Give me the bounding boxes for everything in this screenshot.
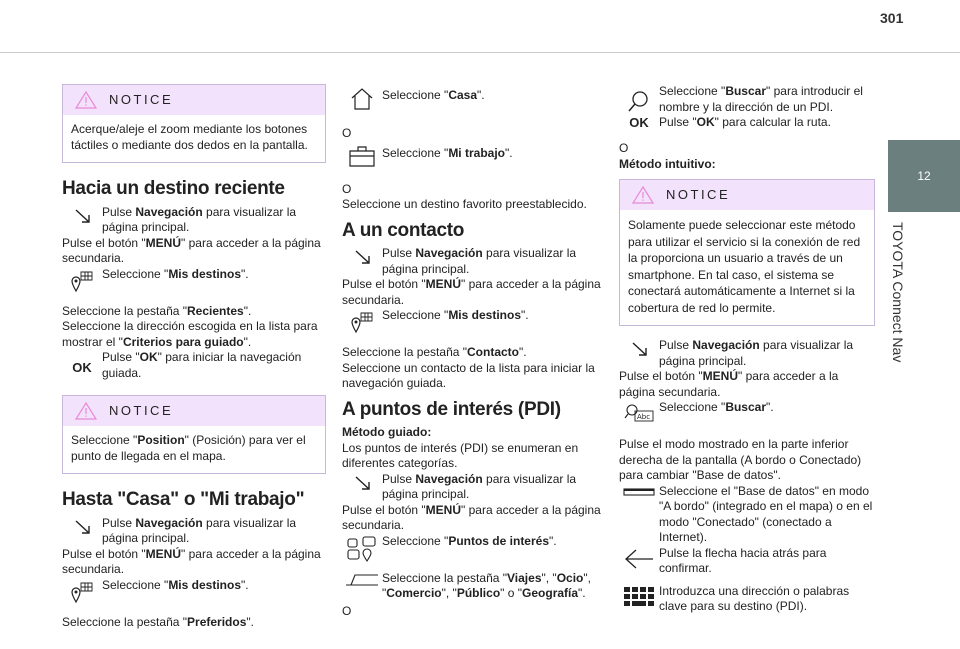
- or-text: O: [342, 126, 352, 140]
- notice-box: [62, 84, 326, 163]
- step-my-destinations-2: Seleccione "Mis destinos".: [62, 578, 326, 608]
- map-pin-icon: [70, 580, 94, 604]
- step-menu-5: Pulse el botón "MENÚ" para acceder a la página secundaria.: [619, 369, 839, 399]
- step-ok: OK Pulse "OK" para iniciar la navegación guiada.: [62, 350, 326, 388]
- chapter-title-text: TOYOTA Connect Nav: [890, 222, 906, 363]
- step-poi-tabs: Seleccione la pestaña "Viajes", "Ocio", "Comercio", "Público" o "Geografía".: [342, 571, 606, 602]
- warning-icon: [75, 402, 97, 420]
- step-navigation-4: Pulse Navegación para visualizar la página principal.: [342, 472, 606, 503]
- step-menu-3: Pulse el botón "MENÚ" para acceder a la página secundaria.: [342, 277, 601, 307]
- step-database: Seleccione el "Base de datos" en modo "A bordo" (integrado en el mapa) o en el modo "Conectado" (conectado a Internet).: [619, 484, 875, 546]
- guided-method-label: Método guiado:: [342, 425, 432, 439]
- notice-title: NOTICE: [666, 187, 731, 203]
- column-3: [619, 84, 875, 615]
- navigation-icon: [630, 340, 648, 358]
- ok-icon: OK: [72, 360, 92, 375]
- step-contact-tab: Seleccione la pestaña "Contacto".: [342, 345, 527, 359]
- step-navigation-5: Pulse Navegación para visualizar la página principal.: [619, 338, 875, 369]
- notice-header: [63, 85, 325, 115]
- step-navigation-2: Pulse Navegación para visualizar la página principal.: [62, 516, 326, 547]
- search-text-icon: [624, 402, 654, 424]
- heading-poi: A puntos de interés (PDI): [342, 398, 561, 420]
- map-pin-icon: [350, 310, 374, 334]
- header-divider: [0, 52, 960, 53]
- column-1: [62, 84, 326, 630]
- chapter-tab: 12: [888, 140, 960, 212]
- navigation-icon: [353, 248, 371, 266]
- intuitive-method-label: Método intuitivo:: [619, 156, 716, 171]
- notice-text: Seleccione "Position" (Posición) para ver el punto de llegada en el mapa.: [71, 433, 306, 463]
- navigation-icon: [73, 207, 91, 225]
- poi-icon: [347, 536, 377, 562]
- navigation-icon: [73, 518, 91, 536]
- step-navigation: Pulse Navegación para visualizar la página principal.: [62, 205, 326, 236]
- notice-box-position: [62, 395, 326, 474]
- notice-text: Solamente puede seleccionar este método para utilizar el servicio si la conexión de red la proporciona un usuario a través de un smartphone. En tal caso, el sistema se conectará automáticamente a Internet si la cobertura de red lo permite.: [628, 218, 861, 315]
- step-search-2: Abc Seleccione "Buscar".: [619, 400, 875, 430]
- heading-contact: A un contacto: [342, 219, 465, 241]
- notice-title: NOTICE: [109, 92, 174, 108]
- favorite-destination-text: Seleccione un destino favorito preestablecido.: [342, 197, 587, 211]
- step-select-address: Seleccione la dirección escogida en la lista para mostrar el "Criterios para guiado".: [62, 319, 318, 349]
- step-enter-destination: Introduzca una dirección o palabras clave para su destino (PDI).: [619, 584, 875, 615]
- heading-recent-destination: Hacia un destino reciente: [62, 178, 285, 199]
- step-my-destinations-3: Seleccione "Mis destinos".: [342, 308, 606, 338]
- keyboard-icon: [623, 586, 655, 608]
- navigation-icon: [353, 474, 371, 492]
- chapter-title: [887, 222, 917, 372]
- notice-box-connection: [619, 179, 875, 326]
- warning-icon: [75, 91, 97, 109]
- step-favorites-tab: Seleccione la pestaña "Preferidos".: [62, 614, 254, 629]
- notice-text: Acerque/aleje el zoom mediante los botones táctiles o mediante dos dedos en la pantalla.: [71, 122, 308, 152]
- or-text: O: [342, 181, 352, 196]
- step-recent-tab: Seleccione la pestaña "Recientes".: [62, 303, 252, 318]
- step-search: OK Seleccione "Buscar" para introducir el nombre y la dirección de un PDI. Pulse "OK" para calcular la ruta.: [619, 84, 875, 134]
- step-back: Pulse la flecha hacia atrás para confirmar.: [619, 546, 875, 577]
- step-mode: Pulse el modo mostrado en la parte inferior derecha de la pantalla (A bordo o Conectado) para cambiar "Base de datos".: [619, 437, 862, 482]
- step-points-of-interest: Seleccione "Puntos de interés".: [342, 534, 606, 564]
- warning-icon: [632, 186, 654, 204]
- home-icon: [349, 86, 375, 112]
- tabs-icon: [345, 573, 379, 587]
- mode-bar-icon: [623, 486, 655, 498]
- step-menu: Pulse el botón "MENÚ" para acceder a la página secundaria.: [62, 235, 321, 265]
- heading-home-work: Hasta "Casa" o "Mi trabajo": [62, 489, 305, 510]
- search-icon: [627, 89, 651, 113]
- step-menu-4: Pulse el botón "MENÚ" para acceder a la página secundaria.: [342, 502, 601, 532]
- step-menu-2: Pulse el botón "MENÚ" para acceder a la página secundaria.: [62, 546, 321, 576]
- step-my-destinations: Seleccione "Mis destinos".: [62, 267, 326, 297]
- step-navigation-3: Pulse Navegación para visualizar la página principal.: [342, 246, 606, 277]
- step-contact-list: Seleccione un contacto de la lista para iniciar la navegación guiada.: [342, 360, 595, 390]
- step-home: Seleccione "Casa".: [342, 84, 606, 118]
- map-pin-icon: [70, 269, 94, 293]
- ok-icon: OK: [629, 115, 649, 131]
- back-arrow-icon: [624, 548, 654, 570]
- notice-title: NOTICE: [109, 403, 174, 419]
- or-text: O: [342, 603, 352, 618]
- briefcase-icon: [348, 144, 376, 168]
- step-work: Seleccione "Mi trabajo".: [342, 142, 606, 176]
- poi-intro: Los puntos de interés (PDI) se enumeran en diferentes categorías.: [342, 440, 579, 470]
- svg-text:Abc: Abc: [637, 413, 651, 421]
- column-2: [342, 84, 606, 619]
- page-number: 301: [880, 10, 904, 26]
- or-text: O: [619, 141, 629, 155]
